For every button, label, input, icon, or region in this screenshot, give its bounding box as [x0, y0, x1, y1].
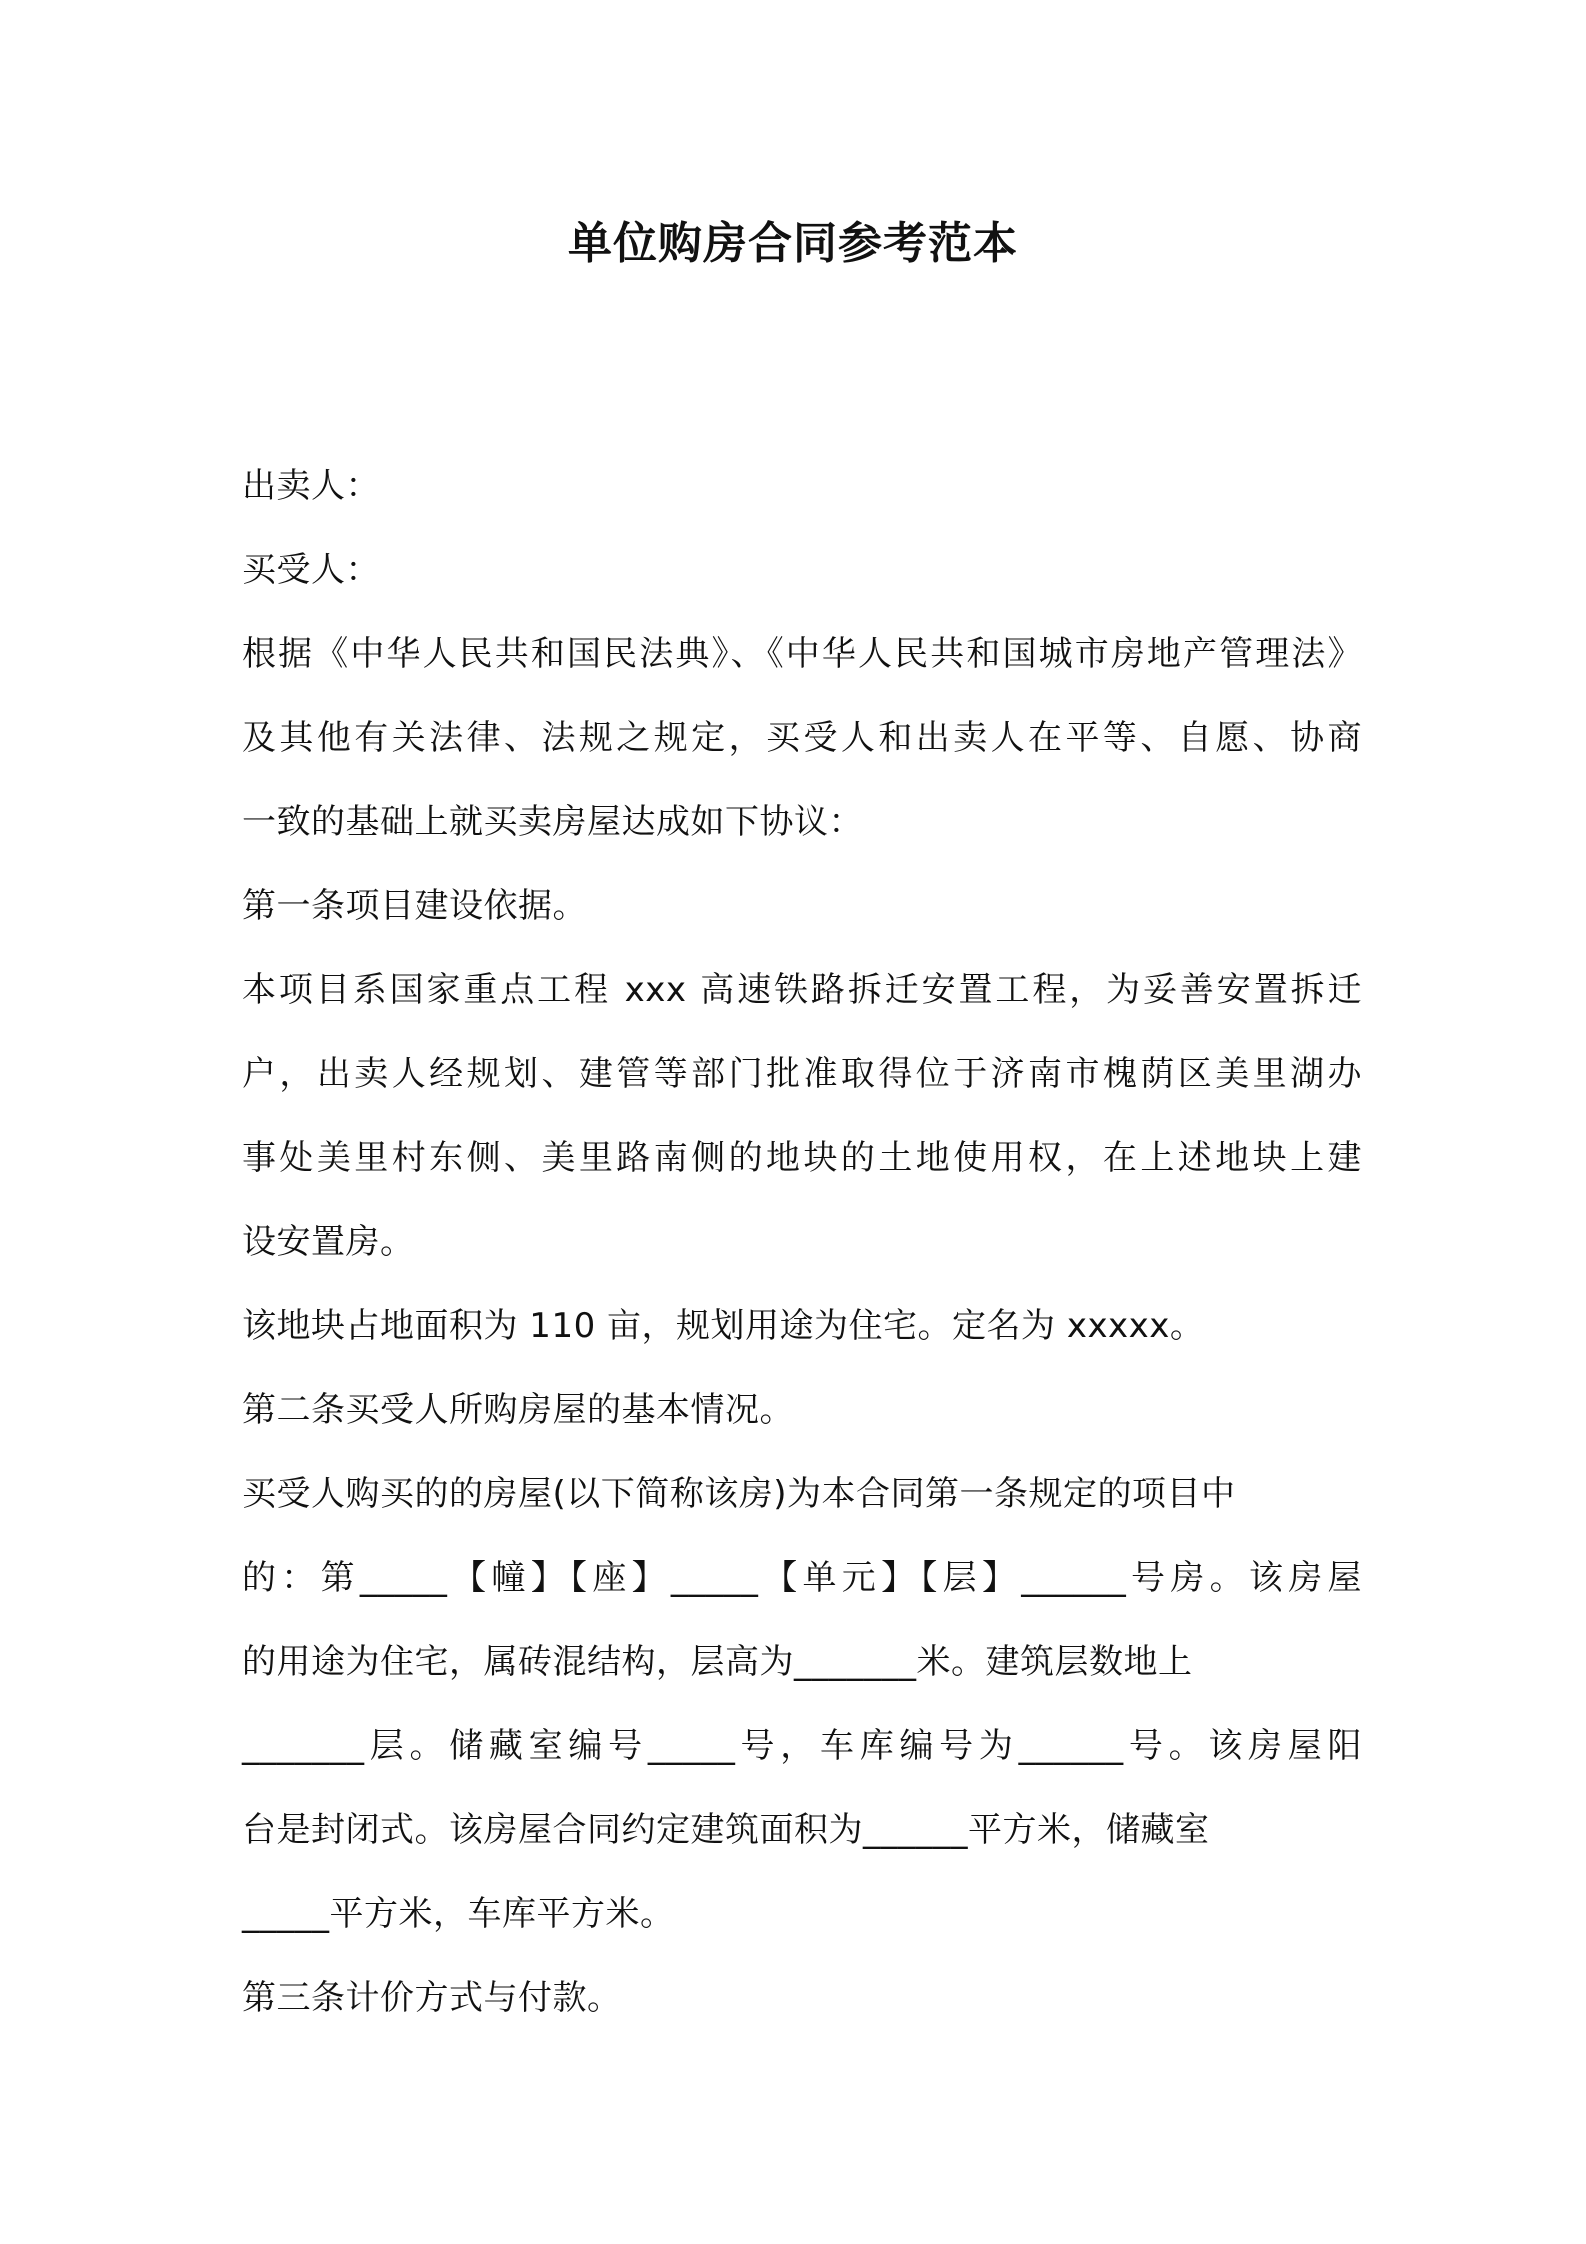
buyer-line: 买受人： — [242, 550, 380, 590]
document-title: 单位购房合同参考范本 — [568, 218, 1018, 269]
article-heading: 第一条项目建设依据。 — [242, 886, 587, 926]
paragraph-line: 买受人购买的的房屋(以下简称该房)为本合同第一条规定的项目中 — [242, 1474, 1236, 1514]
paragraph-line: _____平方米，车库平方米。 — [242, 1894, 675, 1934]
seller-line: 出卖人： — [242, 466, 380, 506]
paragraph-line: 台是封闭式。该房屋合同约定建筑面积为______平方米，储藏室 — [242, 1810, 1210, 1850]
paragraph-line: 户，出卖人经规划、建管等部门批准取得位于济南市槐荫区美里湖办 — [242, 1054, 1362, 1094]
paragraph-line: _______层。储藏室编号_____号，车库编号为______号。该房屋阳 — [242, 1726, 1362, 1766]
article-heading: 第二条买受人所购房屋的基本情况。 — [242, 1390, 794, 1430]
paragraph-line: 一致的基础上就买卖房屋达成如下协议： — [242, 802, 863, 842]
paragraph-line: 设安置房。 — [242, 1222, 415, 1262]
paragraph-line: 根据《中华人民共和国民法典》、《中华人民共和国城市房地产管理法》 — [242, 634, 1362, 674]
paragraph-line: 事处美里村东侧、美里路南侧的地块的土地使用权，在上述地块上建 — [242, 1138, 1362, 1178]
document-body — [242, 444, 1362, 2040]
paragraph-line: 及其他有关法律、法规之规定，买受人和出卖人在平等、自愿、协商 — [242, 718, 1362, 758]
paragraph-line: 该地块占地面积为 110 亩，规划用途为住宅。定名为 xxxxx。 — [242, 1306, 1205, 1346]
article-heading: 第三条计价方式与付款。 — [242, 1978, 622, 2018]
paragraph-line: 的：第_____【幢】【座】_____【单元】【层】______号房。该房屋 — [242, 1558, 1362, 1598]
paragraph-line: 本项目系国家重点工程 xxx 高速铁路拆迁安置工程，为妥善安置拆迁 — [242, 970, 1362, 1010]
paragraph-line: 的用途为住宅，属砖混结构，层高为_______米。建筑层数地上 — [242, 1642, 1193, 1682]
